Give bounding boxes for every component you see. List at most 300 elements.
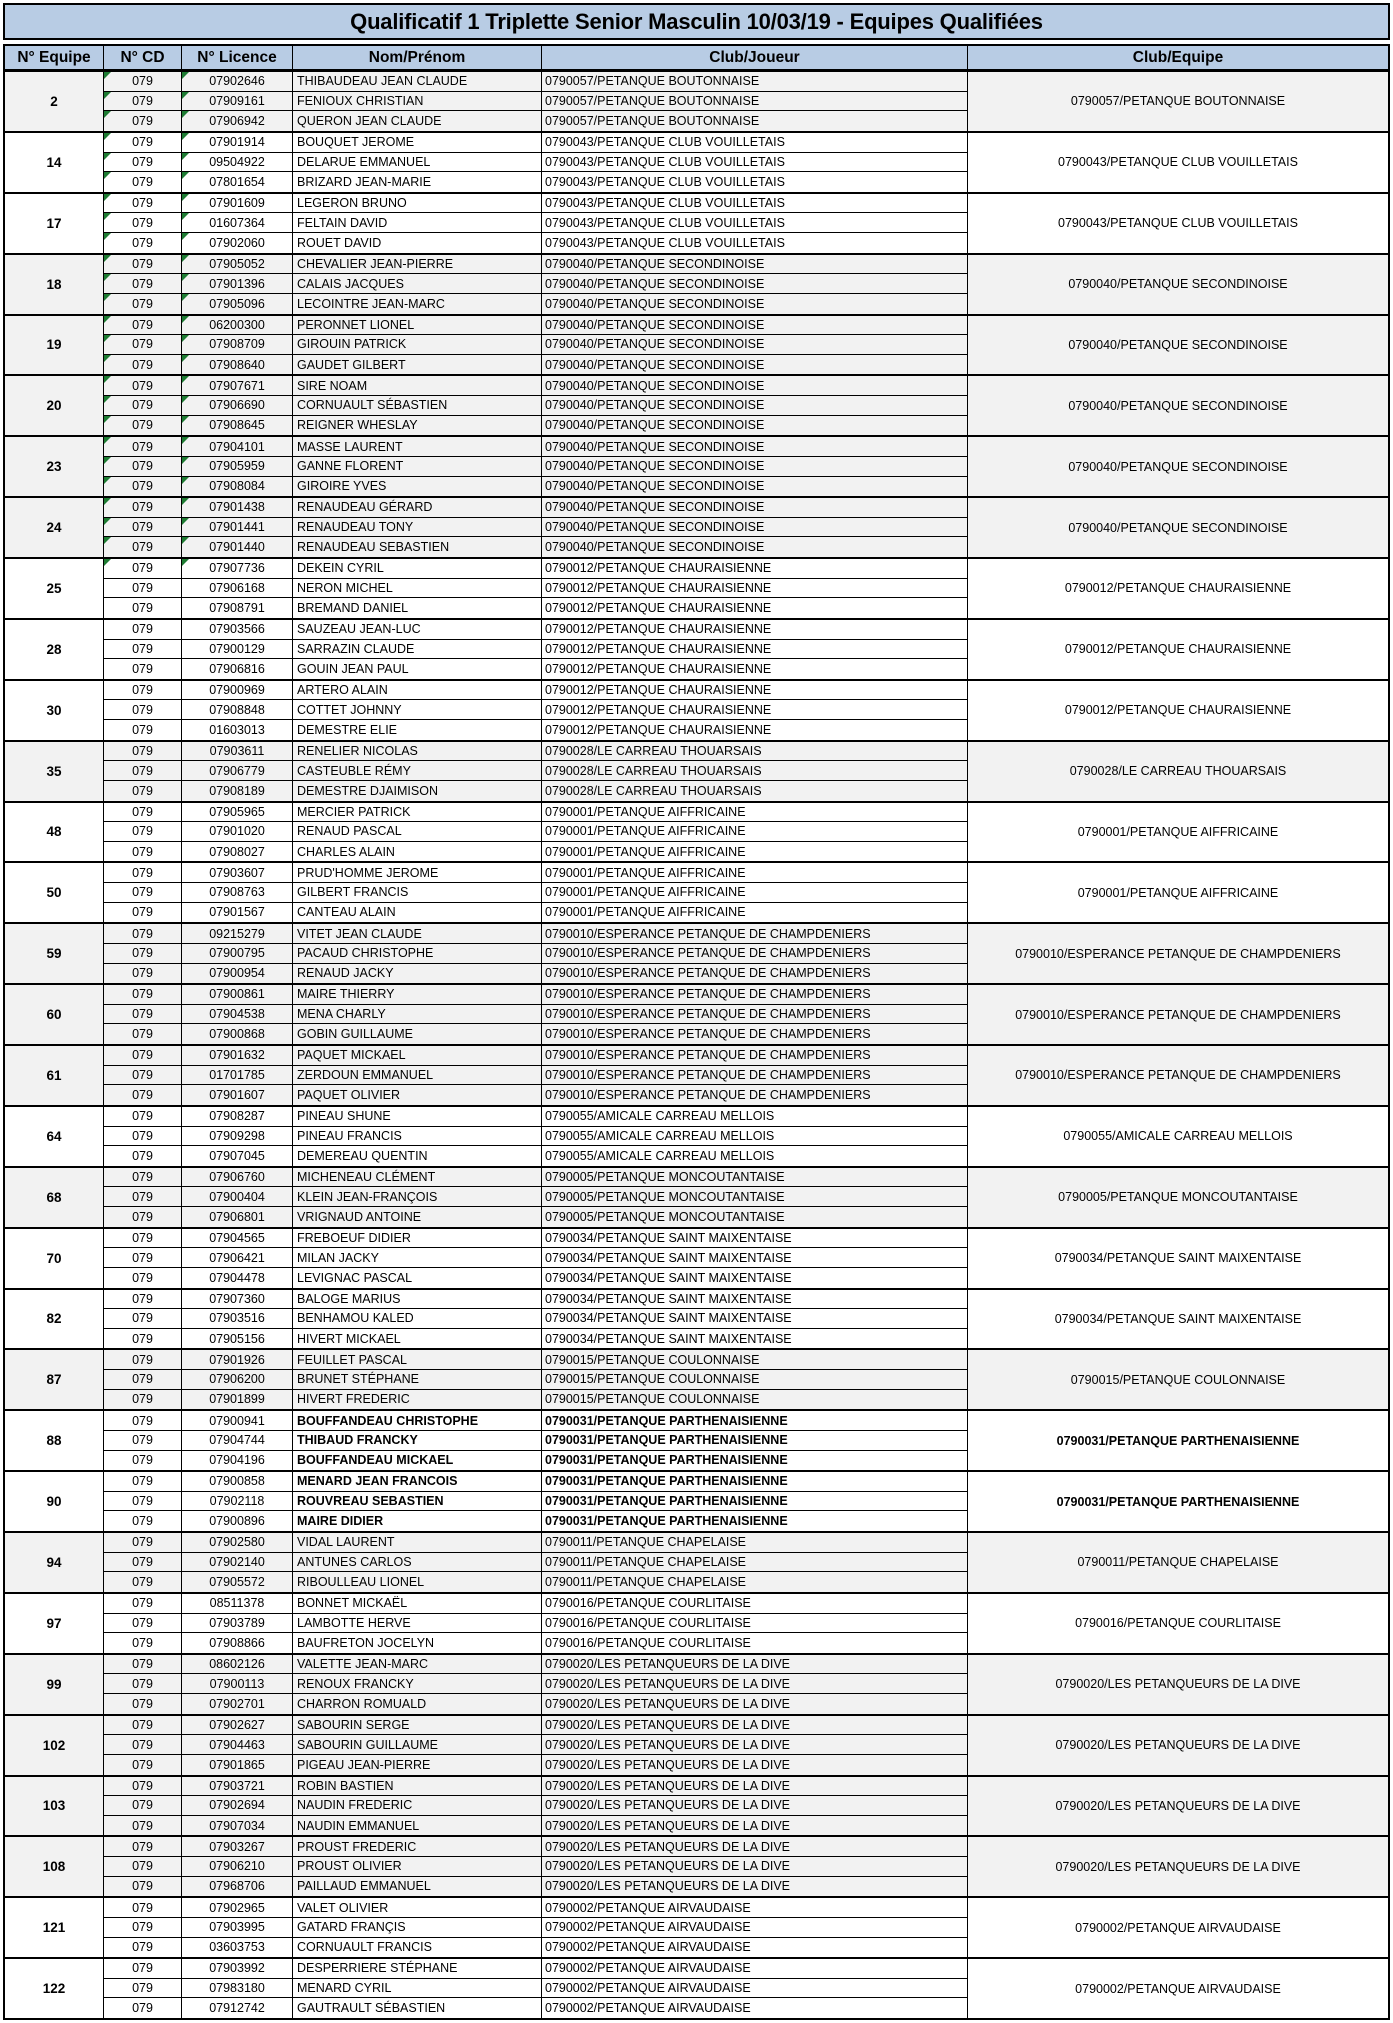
team-number-cell: 24 xyxy=(5,498,104,557)
club-equipe-cell: 0790010/ESPERANCE PETANQUE DE CHAMPDENIERS xyxy=(968,924,1388,983)
team-block xyxy=(5,801,1388,862)
club-equipe-cell: 0790010/ESPERANCE PETANQUE DE CHAMPDENIERS xyxy=(968,985,1388,1044)
club-joueur-cell: 0790012/PETANQUE CHAURAISIENNE xyxy=(542,700,968,720)
cd-cell: 079 xyxy=(104,498,182,518)
player-name-cell: BOUFFANDEAU MICKAEL xyxy=(293,1451,542,1471)
player-name-cell: VALET OLIVIER xyxy=(293,1898,542,1918)
cd-cell: 079 xyxy=(104,822,182,842)
licence-cell: 09504922 xyxy=(182,153,293,173)
cd-cell: 079 xyxy=(104,1411,182,1431)
team-block xyxy=(5,1288,1388,1349)
cd-cell: 079 xyxy=(104,274,182,294)
club-equipe-cell: 0790040/PETANQUE SECONDINOISE xyxy=(968,498,1388,557)
team-number-cell: 59 xyxy=(5,924,104,983)
team-number-cell: 19 xyxy=(5,316,104,375)
licence-cell: 07900969 xyxy=(182,681,293,701)
player-name-cell: BAUFRETON JOCELYN xyxy=(293,1633,542,1653)
club-joueur-cell: 0790002/PETANQUE AIRVAUDAISE xyxy=(542,1938,968,1958)
player-name-cell: PROUST FREDERIC xyxy=(293,1837,542,1857)
club-equipe-cell: 0790040/PETANQUE SECONDINOISE xyxy=(968,437,1388,496)
club-joueur-cell: 0790020/LES PETANQUEURS DE LA DIVE xyxy=(542,1655,968,1675)
team-number-cell: 48 xyxy=(5,803,104,862)
team-block xyxy=(5,1409,1388,1470)
player-name-cell: PAILLAUD EMMANUEL xyxy=(293,1877,542,1897)
player-name-cell: MENA CHARLY xyxy=(293,1005,542,1025)
club-joueur-cell: 0790005/PETANQUE MONCOUTANTAISE xyxy=(542,1187,968,1207)
player-name-cell: SAUZEAU JEAN-LUC xyxy=(293,620,542,640)
team-number-cell: 121 xyxy=(5,1898,104,1957)
cd-cell: 079 xyxy=(104,92,182,112)
club-joueur-cell: 0790011/PETANQUE CHAPELAISE xyxy=(542,1553,968,1573)
teams-table-body xyxy=(3,71,1390,2020)
licence-cell: 07904744 xyxy=(182,1431,293,1451)
player-name-cell: COTTET JOHNNY xyxy=(293,700,542,720)
club-joueur-cell: 0790012/PETANQUE CHAURAISIENNE xyxy=(542,640,968,660)
player-name-cell: MICHENEAU CLÉMENT xyxy=(293,1168,542,1188)
player-name-cell: MAIRE DIDIER xyxy=(293,1511,542,1531)
club-equipe-cell: 0790002/PETANQUE AIRVAUDAISE xyxy=(968,1959,1388,2018)
club-joueur-cell: 0790012/PETANQUE CHAURAISIENNE xyxy=(542,559,968,579)
licence-cell: 07900861 xyxy=(182,985,293,1005)
player-name-cell: CHEVALIER JEAN-PIERRE xyxy=(293,255,542,275)
team-block xyxy=(5,374,1388,435)
player-name-cell: MERCIER PATRICK xyxy=(293,803,542,823)
table-header-row xyxy=(3,44,1390,71)
licence-cell: 07902701 xyxy=(182,1694,293,1714)
player-name-cell: VITET JEAN CLAUDE xyxy=(293,924,542,944)
player-name-cell: VALETTE JEAN-MARC xyxy=(293,1655,542,1675)
cd-cell: 079 xyxy=(104,335,182,355)
licence-cell: 07908287 xyxy=(182,1107,293,1127)
team-block xyxy=(5,192,1388,253)
player-name-cell: FREBOEUF DIDIER xyxy=(293,1229,542,1249)
club-joueur-cell: 0790020/LES PETANQUEURS DE LA DIVE xyxy=(542,1716,968,1736)
club-joueur-cell: 0790028/LE CARREAU THOUARSAIS xyxy=(542,742,968,762)
team-number-cell: 17 xyxy=(5,194,104,253)
club-joueur-cell: 0790040/PETANQUE SECONDINOISE xyxy=(542,416,968,436)
cd-cell: 079 xyxy=(104,1451,182,1471)
team-number-cell: 28 xyxy=(5,620,104,679)
team-number-cell: 64 xyxy=(5,1107,104,1166)
player-name-cell: CORNUAULT SÉBASTIEN xyxy=(293,396,542,416)
player-name-cell: DEKEIN CYRIL xyxy=(293,559,542,579)
licence-cell: 07900896 xyxy=(182,1511,293,1531)
cd-cell: 079 xyxy=(104,1390,182,1410)
licence-cell: 07903992 xyxy=(182,1959,293,1979)
licence-cell: 07903566 xyxy=(182,620,293,640)
club-joueur-cell: 0790012/PETANQUE CHAURAISIENNE xyxy=(542,681,968,701)
cd-cell: 079 xyxy=(104,1877,182,1897)
licence-cell: 07906779 xyxy=(182,761,293,781)
licence-cell: 07908084 xyxy=(182,477,293,497)
player-name-cell: LAMBOTTE HERVE xyxy=(293,1614,542,1634)
club-joueur-cell: 0790040/PETANQUE SECONDINOISE xyxy=(542,437,968,457)
licence-cell: 07908791 xyxy=(182,598,293,618)
team-block xyxy=(5,679,1388,740)
player-name-cell: QUERON JEAN CLAUDE xyxy=(293,111,542,131)
player-name-cell: DEMESTRE DJAIMISON xyxy=(293,781,542,801)
club-equipe-cell: 0790043/PETANQUE CLUB VOUILLETAIS xyxy=(968,194,1388,253)
team-block xyxy=(5,1957,1388,2018)
club-joueur-cell: 0790043/PETANQUE CLUB VOUILLETAIS xyxy=(542,233,968,253)
licence-cell: 07906760 xyxy=(182,1168,293,1188)
column-header-club-equipe: Club/Equipe xyxy=(1132,48,1224,66)
club-joueur-cell: 0790020/LES PETANQUEURS DE LA DIVE xyxy=(542,1694,968,1714)
licence-cell: 07901438 xyxy=(182,498,293,518)
club-joueur-cell: 0790016/PETANQUE COURLITAISE xyxy=(542,1594,968,1614)
cd-cell: 079 xyxy=(104,537,182,557)
column-header-equipe: N° Equipe xyxy=(5,46,104,69)
club-joueur-cell: 0790040/PETANQUE SECONDINOISE xyxy=(542,316,968,336)
player-name-cell: VRIGNAUD ANTOINE xyxy=(293,1207,542,1227)
team-block xyxy=(5,861,1388,922)
player-name-cell: GOUIN JEAN PAUL xyxy=(293,659,542,679)
club-joueur-cell: 0790031/PETANQUE PARTHENAISIENNE xyxy=(542,1411,968,1431)
column-header-cd: N° CD xyxy=(104,46,182,69)
club-joueur-cell: 0790005/PETANQUE MONCOUTANTAISE xyxy=(542,1207,968,1227)
club-joueur-cell: 0790031/PETANQUE PARTHENAISIENNE xyxy=(542,1492,968,1512)
licence-cell: 07904565 xyxy=(182,1229,293,1249)
club-joueur-cell: 0790031/PETANQUE PARTHENAISIENNE xyxy=(542,1511,968,1531)
player-name-cell: GIROUIN PATRICK xyxy=(293,335,542,355)
club-joueur-cell: 0790040/PETANQUE SECONDINOISE xyxy=(542,396,968,416)
cd-cell: 079 xyxy=(104,1633,182,1653)
licence-cell: 07903789 xyxy=(182,1614,293,1634)
licence-cell: 07905156 xyxy=(182,1329,293,1349)
team-block xyxy=(5,1896,1388,1957)
club-joueur-cell: 0790010/ESPERANCE PETANQUE DE CHAMPDENIERS xyxy=(542,985,968,1005)
cd-cell: 079 xyxy=(104,640,182,660)
licence-cell: 07906421 xyxy=(182,1248,293,1268)
cd-cell: 079 xyxy=(104,1655,182,1675)
club-joueur-cell: 0790001/PETANQUE AIFFRICAINE xyxy=(542,883,968,903)
club-joueur-cell: 0790040/PETANQUE SECONDINOISE xyxy=(542,274,968,294)
team-number-cell: 14 xyxy=(5,133,104,192)
player-name-cell: NAUDIN FREDERIC xyxy=(293,1796,542,1816)
player-name-cell: RENAUD JACKY xyxy=(293,964,542,984)
cd-cell: 079 xyxy=(104,579,182,599)
cd-cell: 079 xyxy=(104,598,182,618)
player-name-cell: LEVIGNAC PASCAL xyxy=(293,1268,542,1288)
cd-cell: 079 xyxy=(104,518,182,538)
cd-cell: 079 xyxy=(104,1046,182,1066)
club-joueur-cell: 0790043/PETANQUE CLUB VOUILLETAIS xyxy=(542,133,968,153)
licence-cell: 07901632 xyxy=(182,1046,293,1066)
club-joueur-cell: 0790011/PETANQUE CHAPELAISE xyxy=(542,1572,968,1592)
player-name-cell: PIGEAU JEAN-PIERRE xyxy=(293,1755,542,1775)
player-name-cell: CALAIS JACQUES xyxy=(293,274,542,294)
club-joueur-cell: 0790043/PETANQUE CLUB VOUILLETAIS xyxy=(542,153,968,173)
player-name-cell: NERON MICHEL xyxy=(293,579,542,599)
cd-cell: 079 xyxy=(104,620,182,640)
licence-cell: 07907034 xyxy=(182,1816,293,1836)
club-equipe-cell: 0790055/AMICALE CARREAU MELLOIS xyxy=(968,1107,1388,1166)
cd-cell: 079 xyxy=(104,255,182,275)
player-name-cell: CANTEAU ALAIN xyxy=(293,903,542,923)
team-number-cell: 87 xyxy=(5,1350,104,1409)
cd-cell: 079 xyxy=(104,883,182,903)
licence-cell: 07902965 xyxy=(182,1898,293,1918)
team-block xyxy=(5,983,1388,1044)
licence-cell: 07902627 xyxy=(182,1716,293,1736)
team-block xyxy=(5,1775,1388,1836)
player-name-cell: GAUTRAULT SÉBASTIEN xyxy=(293,1998,542,2018)
cd-cell: 079 xyxy=(104,1694,182,1714)
player-name-cell: DEMEREAU QUENTIN xyxy=(293,1146,542,1166)
cd-cell: 079 xyxy=(104,1085,182,1105)
cd-cell: 079 xyxy=(104,1229,182,1249)
cd-cell: 079 xyxy=(104,903,182,923)
licence-cell: 07983180 xyxy=(182,1979,293,1999)
club-joueur-cell: 0790020/LES PETANQUEURS DE LA DIVE xyxy=(542,1816,968,1836)
cd-cell: 079 xyxy=(104,1979,182,1999)
player-name-cell: RIBOULLEAU LIONEL xyxy=(293,1572,542,1592)
cd-cell: 079 xyxy=(104,985,182,1005)
licence-cell: 07903721 xyxy=(182,1777,293,1797)
licence-cell: 07902060 xyxy=(182,233,293,253)
club-equipe-cell: 0790020/LES PETANQUEURS DE LA DIVE xyxy=(968,1777,1388,1836)
club-joueur-cell: 0790034/PETANQUE SAINT MAIXENTAISE xyxy=(542,1229,968,1249)
club-joueur-cell: 0790011/PETANQUE CHAPELAISE xyxy=(542,1533,968,1553)
cd-cell: 079 xyxy=(104,1431,182,1451)
cd-cell: 079 xyxy=(104,1857,182,1877)
team-number-cell: 18 xyxy=(5,255,104,314)
licence-cell: 07904478 xyxy=(182,1268,293,1288)
page-title: Qualificatif 1 Triplette Senior Masculin 10/03/19 - Equipes Qualifiées xyxy=(3,3,1390,40)
club-joueur-cell: 0790015/PETANQUE COULONNAISE xyxy=(542,1350,968,1370)
cd-cell: 079 xyxy=(104,416,182,436)
player-name-cell: DESPERRIERE STÉPHANE xyxy=(293,1959,542,1979)
cd-cell: 079 xyxy=(104,924,182,944)
cd-cell: 079 xyxy=(104,1735,182,1755)
licence-cell: 07912742 xyxy=(182,1998,293,2018)
cd-cell: 079 xyxy=(104,1248,182,1268)
club-joueur-cell: 0790034/PETANQUE SAINT MAIXENTAISE xyxy=(542,1290,968,1310)
licence-cell: 07909161 xyxy=(182,92,293,112)
licence-cell: 07901607 xyxy=(182,1085,293,1105)
player-name-cell: FENIOUX CHRISTIAN xyxy=(293,92,542,112)
club-equipe-cell: 0790034/PETANQUE SAINT MAIXENTAISE xyxy=(968,1290,1388,1349)
licence-cell: 07968706 xyxy=(182,1877,293,1897)
player-name-cell: THIBAUDEAU JEAN CLAUDE xyxy=(293,72,542,92)
team-number-cell: 122 xyxy=(5,1959,104,2018)
licence-cell: 07902694 xyxy=(182,1796,293,1816)
club-joueur-cell: 0790020/LES PETANQUEURS DE LA DIVE xyxy=(542,1674,968,1694)
team-number-cell: 88 xyxy=(5,1411,104,1470)
cd-cell: 079 xyxy=(104,1066,182,1086)
licence-cell: 07904538 xyxy=(182,1005,293,1025)
club-joueur-cell: 0790043/PETANQUE CLUB VOUILLETAIS xyxy=(542,172,968,192)
licence-cell: 07902118 xyxy=(182,1492,293,1512)
cd-cell: 079 xyxy=(104,1107,182,1127)
team-block xyxy=(5,1348,1388,1409)
player-name-cell: SARRAZIN CLAUDE xyxy=(293,640,542,660)
team-number-cell: 82 xyxy=(5,1290,104,1349)
team-number-cell: 102 xyxy=(5,1716,104,1775)
licence-cell: 07906210 xyxy=(182,1857,293,1877)
player-name-cell: FEUILLET PASCAL xyxy=(293,1350,542,1370)
club-joueur-cell: 0790010/ESPERANCE PETANQUE DE CHAMPDENIERS xyxy=(542,1024,968,1044)
team-block xyxy=(5,740,1388,801)
player-name-cell: PRUD'HOMME JEROME xyxy=(293,863,542,883)
licence-cell: 07903607 xyxy=(182,863,293,883)
team-block xyxy=(5,1714,1388,1775)
club-joueur-cell: 0790040/PETANQUE SECONDINOISE xyxy=(542,335,968,355)
team-block xyxy=(5,1592,1388,1653)
club-joueur-cell: 0790057/PETANQUE BOUTONNAISE xyxy=(542,111,968,131)
club-joueur-cell: 0790055/AMICALE CARREAU MELLOIS xyxy=(542,1146,968,1166)
club-joueur-cell: 0790010/ESPERANCE PETANQUE DE CHAMPDENIERS xyxy=(542,944,968,964)
cd-cell: 079 xyxy=(104,437,182,457)
player-name-cell: CHARRON ROMUALD xyxy=(293,1694,542,1714)
cd-cell: 079 xyxy=(104,720,182,740)
licence-cell: 07901396 xyxy=(182,274,293,294)
player-name-cell: PROUST OLIVIER xyxy=(293,1857,542,1877)
club-joueur-cell: 0790010/ESPERANCE PETANQUE DE CHAMPDENIERS xyxy=(542,964,968,984)
player-name-cell: CASTEUBLE RÉMY xyxy=(293,761,542,781)
licence-cell: 07900868 xyxy=(182,1024,293,1044)
team-block xyxy=(5,1531,1388,1592)
club-joueur-cell: 0790010/ESPERANCE PETANQUE DE CHAMPDENIERS xyxy=(542,1046,968,1066)
licence-cell: 07908645 xyxy=(182,416,293,436)
club-joueur-cell: 0790016/PETANQUE COURLITAISE xyxy=(542,1633,968,1653)
cd-cell: 079 xyxy=(104,1998,182,2018)
team-number-cell: 25 xyxy=(5,559,104,618)
team-block xyxy=(5,618,1388,679)
club-joueur-cell: 0790040/PETANQUE SECONDINOISE xyxy=(542,457,968,477)
club-equipe-cell: 0790005/PETANQUE MONCOUTANTAISE xyxy=(968,1168,1388,1227)
cd-cell: 079 xyxy=(104,72,182,92)
club-joueur-cell: 0790012/PETANQUE CHAURAISIENNE xyxy=(542,579,968,599)
licence-cell: 07904463 xyxy=(182,1735,293,1755)
cd-cell: 079 xyxy=(104,1309,182,1329)
player-name-cell: RENAUDEAU TONY xyxy=(293,518,542,538)
licence-cell: 07900113 xyxy=(182,1674,293,1694)
player-name-cell: GIROIRE YVES xyxy=(293,477,542,497)
team-number-cell: 20 xyxy=(5,376,104,435)
team-block xyxy=(5,922,1388,983)
licence-cell: 07907671 xyxy=(182,376,293,396)
player-name-cell: THIBAUD FRANCKY xyxy=(293,1431,542,1451)
club-joueur-cell: 0790012/PETANQUE CHAURAISIENNE xyxy=(542,620,968,640)
team-block xyxy=(5,496,1388,557)
club-equipe-cell: 0790031/PETANQUE PARTHENAISIENNE xyxy=(968,1472,1388,1531)
player-name-cell: HIVERT MICKAEL xyxy=(293,1329,542,1349)
licence-cell: 07903267 xyxy=(182,1837,293,1857)
player-name-cell: ARTERO ALAIN xyxy=(293,681,542,701)
cd-cell: 079 xyxy=(104,944,182,964)
team-number-cell: 30 xyxy=(5,681,104,740)
club-joueur-cell: 0790040/PETANQUE SECONDINOISE xyxy=(542,477,968,497)
player-name-cell: ROBIN BASTIEN xyxy=(293,1777,542,1797)
licence-cell: 07901865 xyxy=(182,1755,293,1775)
player-name-cell: GAUDET GILBERT xyxy=(293,355,542,375)
team-number-cell: 94 xyxy=(5,1533,104,1592)
team-block xyxy=(5,557,1388,618)
team-number-cell: 2 xyxy=(5,72,104,131)
team-number-cell: 61 xyxy=(5,1046,104,1105)
licence-cell: 07905572 xyxy=(182,1572,293,1592)
club-equipe-cell: 0790012/PETANQUE CHAURAISIENNE xyxy=(968,681,1388,740)
player-name-cell: FELTAIN DAVID xyxy=(293,213,542,233)
cd-cell: 079 xyxy=(104,1614,182,1634)
club-equipe-cell: 0790012/PETANQUE CHAURAISIENNE xyxy=(968,620,1388,679)
club-joueur-cell: 0790015/PETANQUE COULONNAISE xyxy=(542,1390,968,1410)
licence-cell: 07900129 xyxy=(182,640,293,660)
club-joueur-cell: 0790020/LES PETANQUEURS DE LA DIVE xyxy=(542,1796,968,1816)
player-name-cell: ROUET DAVID xyxy=(293,233,542,253)
player-name-cell: RENAUD PASCAL xyxy=(293,822,542,842)
cd-cell: 079 xyxy=(104,1127,182,1147)
player-name-cell: ANTUNES CARLOS xyxy=(293,1553,542,1573)
cd-cell: 079 xyxy=(104,1837,182,1857)
club-joueur-cell: 0790040/PETANQUE SECONDINOISE xyxy=(542,518,968,538)
cd-cell: 079 xyxy=(104,803,182,823)
club-joueur-cell: 0790005/PETANQUE MONCOUTANTAISE xyxy=(542,1168,968,1188)
club-joueur-cell: 0790043/PETANQUE CLUB VOUILLETAIS xyxy=(542,194,968,214)
club-equipe-cell: 0790001/PETANQUE AIFFRICAINE xyxy=(968,803,1388,862)
column-header-club-joueur: Club/Joueur xyxy=(542,46,968,69)
player-name-cell: DELARUE EMMANUEL xyxy=(293,153,542,173)
licence-cell: 07908709 xyxy=(182,335,293,355)
cd-cell: 079 xyxy=(104,1329,182,1349)
club-joueur-cell: 0790016/PETANQUE COURLITAISE xyxy=(542,1614,968,1634)
cd-cell: 079 xyxy=(104,1146,182,1166)
club-joueur-cell: 0790034/PETANQUE SAINT MAIXENTAISE xyxy=(542,1329,968,1349)
cd-cell: 079 xyxy=(104,457,182,477)
licence-cell: 07906200 xyxy=(182,1370,293,1390)
club-joueur-cell: 0790012/PETANQUE CHAURAISIENNE xyxy=(542,659,968,679)
club-joueur-cell: 0790034/PETANQUE SAINT MAIXENTAISE xyxy=(542,1309,968,1329)
licence-cell: 01607364 xyxy=(182,213,293,233)
club-joueur-cell: 0790012/PETANQUE CHAURAISIENNE xyxy=(542,720,968,740)
cd-cell: 079 xyxy=(104,1716,182,1736)
club-joueur-cell: 0790020/LES PETANQUEURS DE LA DIVE xyxy=(542,1857,968,1877)
licence-cell: 06200300 xyxy=(182,316,293,336)
player-name-cell: GANNE FLORENT xyxy=(293,457,542,477)
licence-cell: 07904101 xyxy=(182,437,293,457)
player-name-cell: PINEAU SHUNE xyxy=(293,1107,542,1127)
cd-cell: 079 xyxy=(104,376,182,396)
player-name-cell: GILBERT FRANCIS xyxy=(293,883,542,903)
licence-cell: 08511378 xyxy=(182,1594,293,1614)
cd-cell: 079 xyxy=(104,233,182,253)
licence-cell: 07905959 xyxy=(182,457,293,477)
team-block xyxy=(5,1835,1388,1896)
club-equipe-cell: 0790012/PETANQUE CHAURAISIENNE xyxy=(968,559,1388,618)
licence-cell: 07900941 xyxy=(182,1411,293,1431)
cd-cell: 079 xyxy=(104,681,182,701)
club-equipe-cell: 0790010/ESPERANCE PETANQUE DE CHAMPDENIERS xyxy=(968,1046,1388,1105)
club-joueur-cell: 0790001/PETANQUE AIFFRICAINE xyxy=(542,903,968,923)
licence-cell: 07901609 xyxy=(182,194,293,214)
club-equipe-cell: 0790040/PETANQUE SECONDINOISE xyxy=(968,376,1388,435)
club-joueur-cell: 0790031/PETANQUE PARTHENAISIENNE xyxy=(542,1451,968,1471)
player-name-cell: RENAUDEAU SEBASTIEN xyxy=(293,537,542,557)
licence-cell: 07903516 xyxy=(182,1309,293,1329)
cd-cell: 079 xyxy=(104,1024,182,1044)
player-name-cell: CORNUAULT FRANCIS xyxy=(293,1938,542,1958)
player-name-cell: BRIZARD JEAN-MARIE xyxy=(293,172,542,192)
team-number-cell: 99 xyxy=(5,1655,104,1714)
team-number-cell: 90 xyxy=(5,1472,104,1531)
player-name-cell: RENELIER NICOLAS xyxy=(293,742,542,762)
licence-cell: 07908866 xyxy=(182,1633,293,1653)
licence-cell: 07905096 xyxy=(182,294,293,314)
player-name-cell: PAQUET MICKAEL xyxy=(293,1046,542,1066)
licence-cell: 07900404 xyxy=(182,1187,293,1207)
club-joueur-cell: 0790020/LES PETANQUEURS DE LA DIVE xyxy=(542,1837,968,1857)
